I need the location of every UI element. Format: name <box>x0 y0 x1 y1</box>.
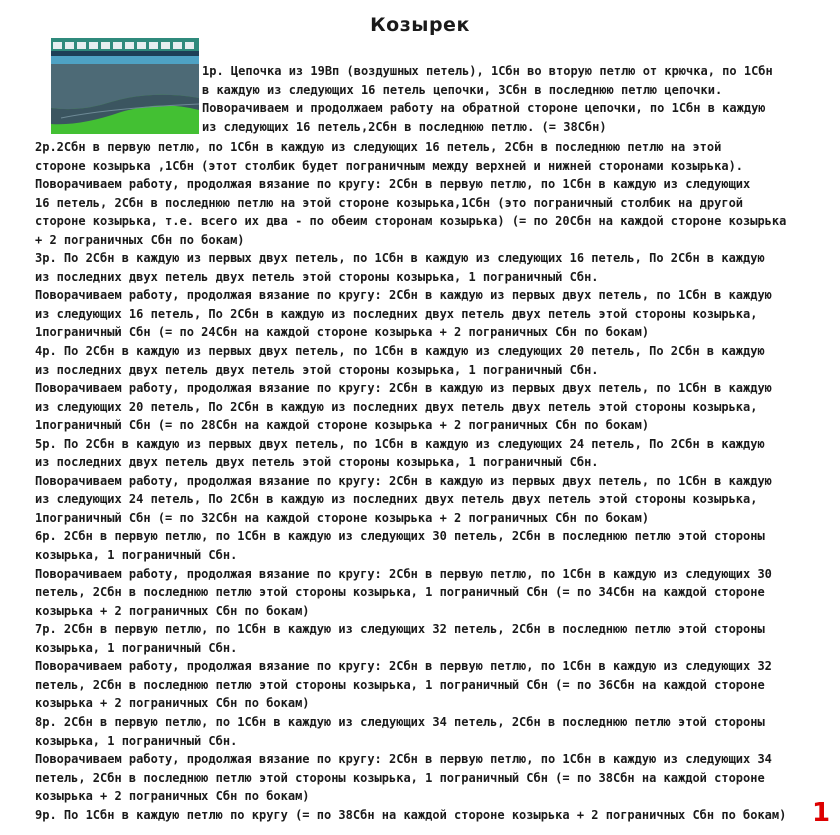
text-line: Поворачиваем работу, продолжая вязание по кругу: 2Сбн в первую петлю, по 1Сбн в каждую из следующих 32 <box>35 659 772 674</box>
text-line: 1пограничный Сбн (= по 24Сбн на каждой стороне козырька + 2 пограничных Сбн по бокам) <box>35 325 650 340</box>
text-line: из следующих 16 петель, По 2Сбн в каждую из последних двух петель двух петель этой стороны козырька, <box>35 306 758 321</box>
text-line: козырька, 1 пограничный Сбн. <box>35 640 238 655</box>
text-line: 8р. 2Сбн в первую петлю, по 1Сбн в каждую из следующих 34 петель, 2Сбн в последнюю петлю этой стороны <box>35 714 765 729</box>
cap-photo <box>51 38 199 134</box>
text-line: из последних двух петель двух петель этой стороны козырька, 1 пограничный Сбн. <box>35 362 599 377</box>
text-line: козырька + 2 пограничных Сбн по бокам) <box>35 603 310 618</box>
text-line: из последних двух петель двух петель этой стороны козырька, 1 пограничный Сбн. <box>35 455 599 470</box>
text-line: 6р. 2Сбн в первую петлю, по 1Сбн в каждую из следующих 30 петель, 2Сбн в последнюю петлю этой стороны <box>35 529 765 544</box>
intro-text <box>202 62 812 136</box>
text-line: козырька, 1 пограничный Сбн. <box>35 548 238 563</box>
text-line: Поворачиваем работу, продолжая вязание по кругу: 2Сбн в первую петлю, по 1Сбн в каждую из следующих 34 <box>35 752 772 767</box>
text-line: стороне козырька, т.е. всего их два - по обеим сторонам козырька) (= по 20Сбн на каждой стороне козырька <box>35 214 787 229</box>
text-line: 4р. По 2Сбн в каждую из первых двух петель, по 1Сбн в каждую из следующих 20 петель, По 2Сбн в каждую <box>35 344 765 359</box>
text-line: Поворачиваем работу, продолжая вязание по кругу: 2Сбн в каждую из первых двух петель, по 1Сбн в каждую <box>35 288 772 303</box>
text-line: 1пограничный Сбн (= по 32Сбн на каждой стороне козырька + 2 пограничных Сбн по бокам) <box>35 510 650 525</box>
text-line: 7р. 2Сбн в первую петлю, по 1Сбн в каждую из следующих 32 петель, 2Сбн в последнюю петлю этой стороны <box>35 622 765 637</box>
text-line: стороне козырька ,1Сбн (этот столбик будет пограничным между верхней и нижней сторонами козырька). <box>35 158 744 173</box>
text-line: петель, 2Сбн в последнюю петлю этой стороны козырька, 1 пограничный Сбн (= по 38Сбн на каждой стороне <box>35 770 765 785</box>
text-line: 5р. По 2Сбн в каждую из первых двух петель, по 1Сбн в каждую из следующих 24 петель, По 2Сбн в каждую <box>35 436 765 451</box>
text-line: + 2 пограничных Сбн по бокам) <box>35 232 245 247</box>
text-line: Поворачиваем работу, продолжая вязание по кругу: 2Сбн в каждую из первых двух петель, по 1Сбн в каждую <box>35 473 772 488</box>
page-title: Козырек <box>370 14 470 36</box>
intro-line: из следующих 16 петель,2Сбн в последнюю петлю. (= 38Сбн) <box>202 119 607 134</box>
page-number: 1 <box>812 798 831 828</box>
text-line: из последних двух петель двух петель этой стороны козырька, 1 пограничный Сбн. <box>35 269 599 284</box>
text-line: петель, 2Сбн в последнюю петлю этой стороны козырька, 1 пограничный Сбн (= по 36Сбн на каждой стороне <box>35 677 765 692</box>
text-line: 1пограничный Сбн (= по 28Сбн на каждой стороне козырька + 2 пограничных Сбн по бокам) <box>35 418 650 433</box>
text-line: 9р. По 1Сбн в каждую петлю по кругу (= по 38Сбн на каждой стороне козырька + 2 пограничных Сбн по бокам) <box>35 807 787 822</box>
intro-line: 1р. Цепочка из 19Вп (воздушных петель), 1Сбн во вторую петлю от крючка, по 1Сбн <box>202 64 773 78</box>
text-line: 2р.2Сбн в первую петлю, по 1Сбн в каждую из следующих 16 петель, 2Сбн в последнюю петлю на этой <box>35 140 722 154</box>
text-line: из следующих 20 петель, По 2Сбн в каждую из последних двух петель двух петель этой стороны козырька, <box>35 399 758 414</box>
instructions-text <box>35 138 815 824</box>
text-line: козырька, 1 пограничный Сбн. <box>35 733 238 748</box>
text-line: петель, 2Сбн в последнюю петлю этой стороны козырька, 1 пограничный Сбн (= по 34Сбн на каждой стороне <box>35 585 765 600</box>
text-line: Поворачиваем работу, продолжая вязание по кругу: 2Сбн в каждую из первых двух петель, по 1Сбн в каждую <box>35 381 772 396</box>
intro-line: Поворачиваем и продолжаем работу на обратной стороне цепочки, по 1Сбн в каждую <box>202 101 766 115</box>
text-line: козырька + 2 пограничных Сбн по бокам) <box>35 789 310 804</box>
text-line: 16 петель, 2Сбн в последнюю петлю на этой стороне козырька,1Сбн (это пограничный столбик на другой <box>35 195 744 210</box>
intro-line: в каждую из следующих 16 петель цепочки, 3Сбн в последнюю петлю цепочки. <box>202 82 723 97</box>
text-line: из следующих 24 петель, По 2Сбн в каждую из последних двух петель двух петель этой стороны козырька, <box>35 492 758 507</box>
text-line: Поворачиваем работу, продолжая вязание по кругу: 2Сбн в первую петлю, по 1Сбн в каждую из следующих <box>35 177 751 192</box>
text-line: козырька + 2 пограничных Сбн по бокам) <box>35 696 310 711</box>
text-line: Поворачиваем работу, продолжая вязание по кругу: 2Сбн в первую петлю, по 1Сбн в каждую из следующих 30 <box>35 566 772 581</box>
text-line: 3р. По 2Сбн в каждую из первых двух петель, по 1Сбн в каждую из следующих 16 петель, По 2Сбн в каждую <box>35 251 765 266</box>
